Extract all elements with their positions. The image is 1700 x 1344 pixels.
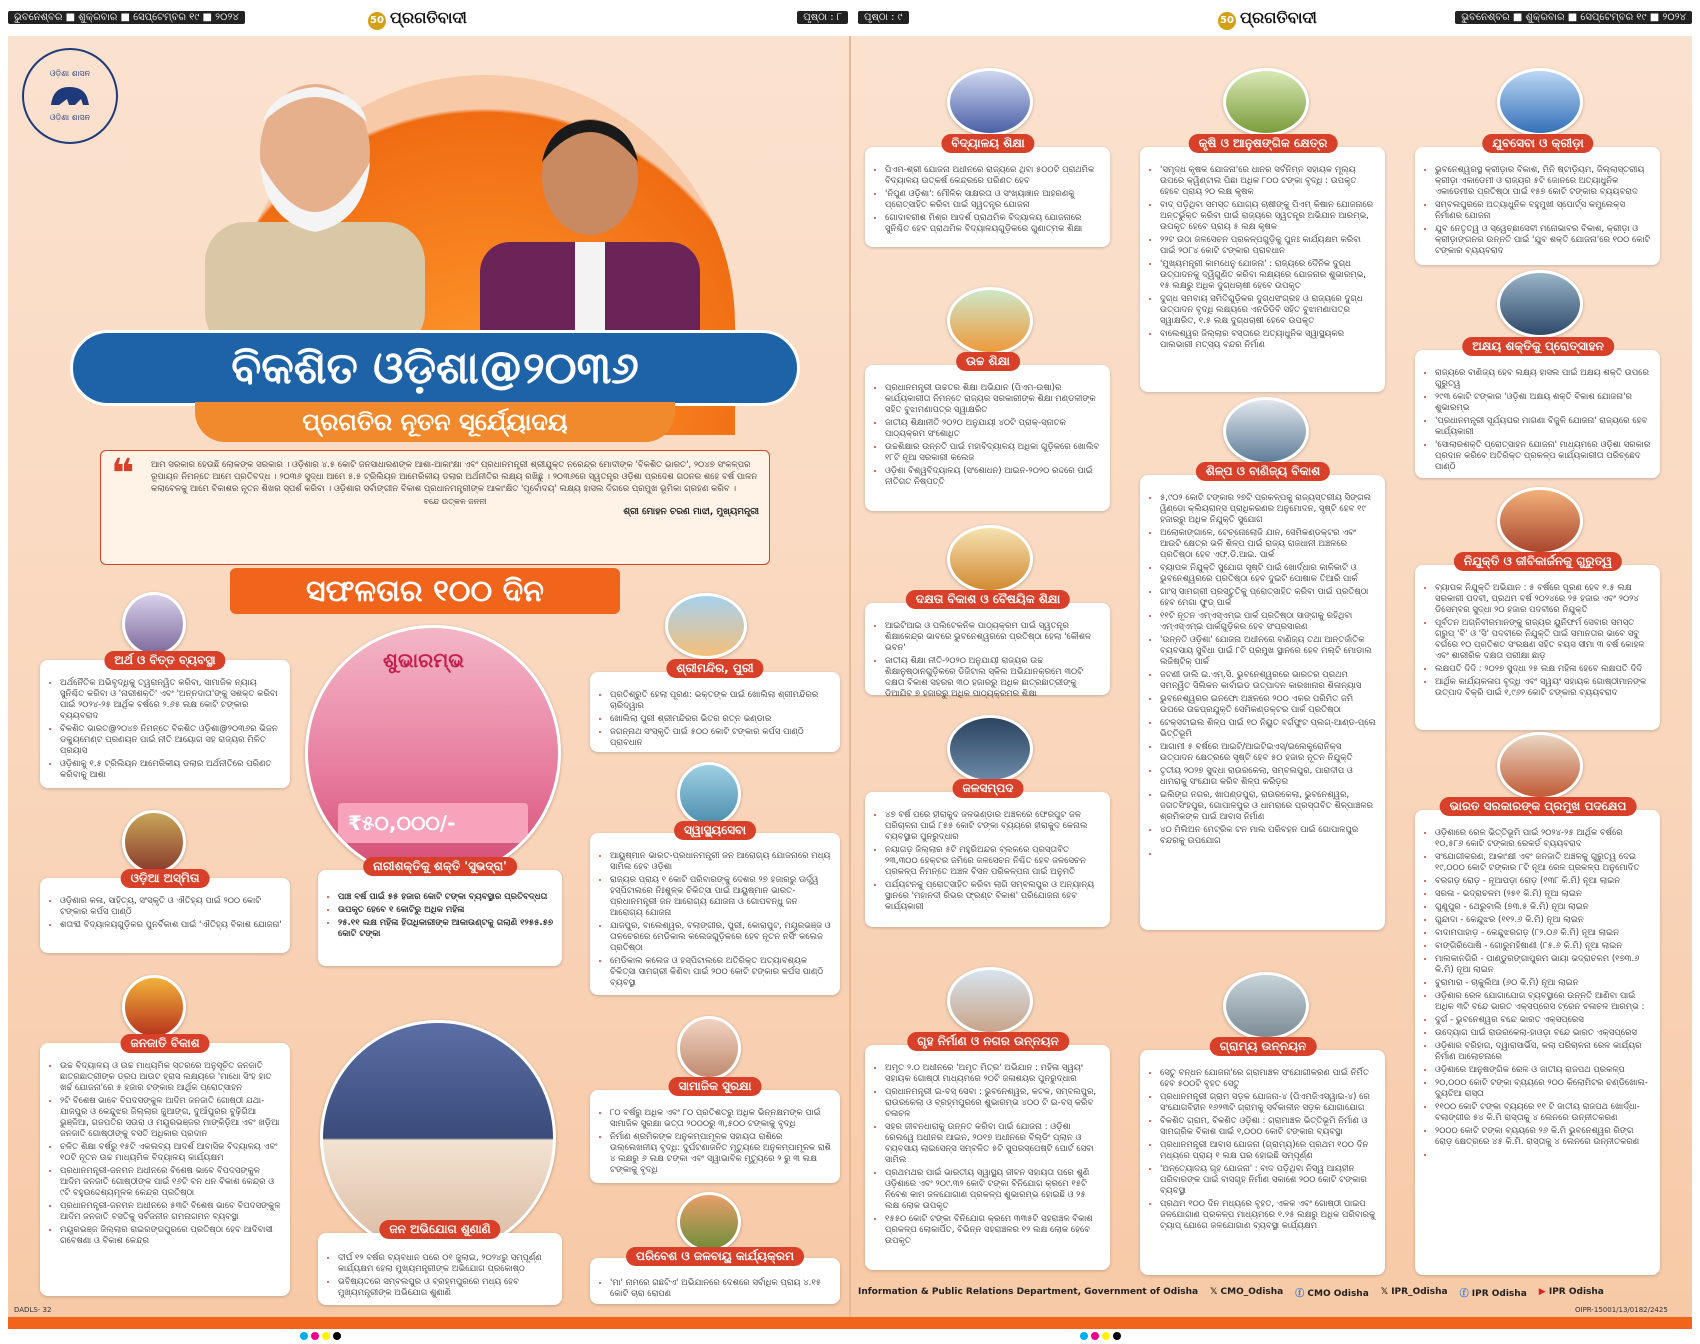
list-item: • 'ପ୍ରଧାନମନ୍ତ୍ରୀ ସୂର୍ଯ୍ୟଘର ମାଗଣା ବିଜୁଳି ଯୋଜନା' ରାଜ୍ୟରେ ହେବ କାର୍ଯ୍ୟକାରୀ xyxy=(1435,416,1652,438)
social-card xyxy=(590,1090,840,1183)
employment-photo xyxy=(1497,487,1583,555)
energy-card xyxy=(1415,350,1660,478)
list-item: • ଗୋଦାବରୀଶ ମିଶ୍ର ଆଦର୍ଶ ପ୍ରାଥମିକ ବିଦ୍ୟାଳୟ ଯୋଜନାରେ ସୁନିଶ୍ଚିତ ହେବ ପ୍ରାଥମିକ ବିଦ୍ୟାଳୟଗୁଡ଼ିକରେ ଗୁଣାତ୍ମକ ଶିକ୍ଷା xyxy=(885,213,1102,235)
list-item: • ଓଡ଼ିଶାର କଳା, ସାହିତ୍ୟ, ସଂସ୍କୃତି ଓ ଐତିହ୍ୟ ପାଇଁ ୨୦୦ କୋଟି ଟଙ୍କାର କର୍ପସ ପାଣ୍ଠି xyxy=(60,896,282,918)
agriculture-heading: କୃଷି ଓ ଆନୁଷଙ୍ଗିକ କ୍ଷେତ୍ର xyxy=(1189,134,1338,153)
list-item: • ଜଗନ୍ନାଥ ସଂସ୍କୃତି ପାଇଁ ୫୦୦ କୋଟି ଟଙ୍କାର କର୍ପସ ପାଣ୍ଠି ପ୍ରାବଧାନ xyxy=(610,727,832,749)
finance-photo xyxy=(122,592,186,656)
list-item: • ପ୍ରଧାନମନ୍ତ୍ରୀ-ଜନମନ ଅଧୀନରେ ବିଶେଷ ଭାବେ ବିପଦସଙ୍କୁଳ ଆଦିମ ଜନଜାତି ଗୋଷ୍ଠୀଙ୍କ ପାଇଁ ୧୬ଟି ବନ ଧନ ବିକାଶ କେନ୍ଦ୍ର ଓ ୯ଟି ବହୁଉଦ୍ଦେଶ୍ୟମୂଳକ କେନ୍ଦ୍ର ପ୍ରତିଷ୍ଠା xyxy=(60,1166,282,1199)
list-item: • ୮୦ ବର୍ଷରୁ ଅଧିକ ଏବଂ ୮୦ ପ୍ରତିଶତରୁ ଅଧିକ ଭିନ୍ନକ୍ଷମଙ୍କ ପାଇଁ ସାମାଜିକ ସୁରକ୍ଷା ଭତ୍ତା ୨୦୦୦ରୁ ୩,୫୦୦ ଟଙ୍କାକୁ ବୃଦ୍ଧି xyxy=(610,1108,832,1130)
list-item: • ଦୁର୍ଗ - ଭୁବନେଶ୍ୱର ବନ୍ଦେ ଭାରତ ଏକ୍ସପ୍ରେସ xyxy=(1435,1015,1652,1026)
top-bar-left xyxy=(8,8,848,30)
list-item: • ବାଲେଶ୍ୱର ଜିଲ୍ଲାର ବସ୍ତାରେ ଅତ୍ୟାଧୁନିକ ସ୍ୱାସ୍ଥ୍ୟକର ପାଲଭାରୀ ମତ୍ସ୍ୟ ବନ୍ଦର ନିର୍ମାଣ xyxy=(1160,329,1377,351)
list-item: • ଉଚ୍ଚ ବିଦ୍ୟାଳୟ ଓ ଉଚ୍ଚ ମାଧ୍ୟମିକ ସ୍ତରରେ ଅନୁସୂଚିତ ଜନଜାତି ଛାତ୍ରଛାତ୍ରୀଙ୍କ ଡ୍ରପ ଆଉଟ ହ୍ରାସ ଲକ୍ଷ୍ୟରେ 'ମାଧୋ ସିଂହ ହାତ ଖର୍ଚ୍ଚ ଯୋଜନା'ରେ ୫ ହଜାର ଟଙ୍କାର ଆର୍ଥିକ ପ୍ରୋତ୍ସାହନ xyxy=(60,1061,282,1094)
health-card xyxy=(590,833,840,995)
page-subtitle: ପ୍ରଗତିର ନୂତନ ସୂର୍ଯ୍ୟୋଦୟ xyxy=(302,408,568,436)
list-item: • ଚଳିତ ଶିକ୍ଷା ବର୍ଷରୁ ୧୫ଟି ଏକଲବ୍ୟ ଆଦର୍ଶ ଆବାସିକ ବିଦ୍ୟାଳୟ ଏବଂ ୧୦ଟି ନୂତନ ଉଚ୍ଚ ମାଧ୍ୟମିକ ବିଦ୍ୟାଳୟ କାର୍ଯ୍ୟକ୍ଷମ xyxy=(60,1142,282,1164)
energy-heading: ଅକ୍ଷୟ ଶକ୍ତିକୁ ପ୍ରୋତ୍ସାହନ xyxy=(1462,337,1614,356)
list-item: • ଜାତୀୟ ଶିକ୍ଷା ନୀତି-୨୦୨୦ ଅନୁଯାୟୀ ରାଜ୍ୟର ଉଚ୍ଚ ଶିକ୍ଷାନୁଷ୍ଠାନଗୁଡ଼ିକରେ ଡିଜିଟାଲ ସ୍କିଲ ଅଭିଯାନକ୍ରମେ ୩୦ଟି ଦକ୍ଷତା ବିକାଶ ସହରର ୩୦ ହଜାରରୁ ଅଧିକ ଛାତ୍ରଛାତ୍ରୀଙ୍କୁ ଡିଆଯିବ ୭ ହଜାରରୁ ଅଧିକ ପାଠ୍ୟକ୍ରମର ଶିକ୍ଷା xyxy=(885,656,1102,700)
cheque-amount: ₹୫୦,୦୦୦/- xyxy=(338,803,528,843)
leader-photo-left xyxy=(175,52,455,352)
subhadra-heading: ନାରୀଶକ୍ତିକୁ ଶକ୍ତି 'ସୁଭଦ୍ରା' xyxy=(363,857,517,876)
odia-asmita-photo xyxy=(122,810,186,874)
list-item: • ଦୁଗ୍ଧ ସମବାୟ ସମିତିଗୁଡ଼ିକର ଦୁଗ୍ଧସଂଗ୍ରହ ଓ ରାଜ୍ୟରେ ଦୁଗ୍ଧ ଉତ୍ପାଦନ ବୃଦ୍ଧି ଲକ୍ଷ୍ୟରେ ଏନଡିଡିବି ସହିତ ବୁଝାମଣାପତ୍ର ସ୍ୱାକ୍ଷରିତ, ୧.୫ ଲକ୍ଷ ଦୁଗ୍ଧଚାଷୀ ହେବେ ଉପକୃତ xyxy=(1160,294,1377,327)
list-item: • ସହର ଜୀବନଧାରାକୁ ଉନ୍ନତ କରିବା ପାଇଁ ଯୋଜନା : ଓଡ଼ିଶା ରେଲୱେ ଅଧୀନର ଆଇନ, ୨୦୧୭ ଅଧୀନରେ ବିଲ୍ଡିଂ ପ୍ଲାନ ଓ ବ୍ୟବସାୟ ଲାଇସେନ୍ସ ସମ୍ବଳିତ ୫ଟି ସୁପରସ୍ପେଷ୍ଟି ପୋର୍ଟ ସେବା ସାମିଲ xyxy=(885,1122,1102,1166)
agriculture-card xyxy=(1140,147,1385,392)
list-item: • ୫,୯୦୨ କୋଟି ଟଙ୍କାର ୨୭ଟି ପ୍ରକଳ୍ପକୁ ରାଜ୍ୟସ୍ତରୀୟ ସିଙ୍ଗଲ ୱିଣ୍ଡୋ କ୍ଲିୟରାନ୍ସ ପ୍ରାଧିକରଣର ଅନୁମୋଦନ, ସୃଷ୍ଟି ହେବ ୧୯ ହଜାରରୁ ଅଧିକ ନିଯୁକ୍ତି ସୁଯୋଗ xyxy=(1160,493,1377,526)
list-item: • ଉଦ୍ୟୋଗ ପାଇଁ ରାଉରକେଲା-ହାଓଡ଼ା ବନ୍ଦେ ଭାରତ ଏକ୍ସପ୍ରେସ xyxy=(1435,1028,1652,1039)
subhadra-banner-text: ଶୁଭାରମ୍ଭ xyxy=(383,648,465,672)
list-item: • ସମ୍ବଲପୁରରେ ଅତ୍ୟାଧୁନିକ ବହୁମୁଖୀ ସ୍ପୋର୍ଟ୍ସ କମ୍ପ୍ଲେକ୍ସ ନିର୍ମାଣର ଯୋଜନା xyxy=(1435,200,1652,222)
list-item: • ଜଟଣୀ ଡାଲି ଇ.ଏମ୍.ସି. ଭୁବନେଶ୍ୱରରେ ଭାରତର ପ୍ରଥମ ସମନ୍ୱିତ ସିଲିକନ କାର୍ବାଇଡ ଉତ୍ପାଦନ କାରଖାନାର ଶିଳାନ୍ୟାସ xyxy=(1160,670,1377,692)
finance-card xyxy=(40,660,290,788)
list-item: • ବିକଶିତ ଭାରତ@୨୦୪୭ ନିମନ୍ତେ ବିକଶିତ ଓଡ଼ିଶା@୨୦୩୬ର ଭିଜନ ଡକ୍ୟୁମେଣ୍ଟ ପ୍ରଣୟନ ପାଇଁ ନୀତି ଆୟୋଗ ସହ ରାଜ୍ୟର ମିଳିତ ପ୍ରୟାସ xyxy=(60,724,282,757)
central-card xyxy=(1415,810,1660,1275)
list-item: • ଆଗାମୀ ୫ ବର୍ଷରେ ଆଇଟି/ଆଇଟିଇଏସ୍/ଇଲେକ୍ଟ୍ରୋନିକ୍ସ ଉତ୍ପାଦନ କ୍ଷେତ୍ରରେ ସୃଷ୍ଟି ହେବ ୫୦ ହଜାର ନୂତନ ନିଯୁକ୍ତି xyxy=(1160,742,1377,764)
date-right: ଭୁବନେଶ୍ବର ■ ଶୁକ୍ରବାର ■ ସେପ୍ଟେମ୍ବର ୧୯ ■ ୨୦୨୪ xyxy=(1455,11,1692,24)
list-item: • ବରଗଡ଼ ରୋଡ଼ - ନୂଆପଡ଼ା ରୋଡ଼ (୧୩୮ କି.ମି) ନୂଆ ଲାଇନ xyxy=(1435,876,1652,887)
list-item: • ୧୧୦୦ କୋଟି ଟଙ୍କା ବ୍ୟୟରେ ୧୧ ଟି ଜାତୀୟ ରାଜପଥ ଖୋର୍ଦ୍ଧା-ବଲାଙ୍ଗୀର ୫୪ କି.ମି ରାସ୍ତାକୁ ୪ ଲେନରେ ଉନ୍ନୀତକରଣ xyxy=(1435,1102,1652,1124)
quote-signature: ଶ୍ରୀ ମୋହନ ଚରଣ ମାଝୀ, ମୁଖ୍ୟମନ୍ତ୍ରୀ xyxy=(623,507,759,517)
skill-heading: ଦକ୍ଷତା ବିକାଶ ଓ ବୈଷୟିକ ଶିକ୍ଷା xyxy=(906,590,1070,609)
date-left: ଭୁବନେଶ୍ବର ■ ଶୁକ୍ରବାର ■ ସେପ୍ଟେମ୍ବର ୧୯ ■ ୨୦୨୪ xyxy=(8,11,245,24)
list-item: • ମାଲକାନଗିରି - ପାଣ୍ଡୁରଙ୍ଗାପୁରମ ଭାୟା ଭଦ୍ରାଚଳମ (୧୭୩.୬ କି.ମି) ନୂଆ ଲାଇନ xyxy=(1435,954,1652,976)
list-item: • ପ୍ରଧାନମନ୍ତ୍ରୀ ଆବାସ ଯୋଜନା (ଗ୍ରାମ୍ୟ)ରେ ପ୍ରଥମ ୧୦୦ ଦିନ ମଧ୍ୟରେ ପ୍ରାୟ ୧ ଲକ୍ଷ ଘର ହୋଇଛି ସମ୍ପୂର୍ଣ୍ଣ xyxy=(1160,1140,1377,1162)
list-item: • ପ୍ରଧାନମନ୍ତ୍ରୀ ଇ-ବସ୍ ସେବା : ଭୁବନେଶ୍ୱର, କଟକ, ସମ୍ବଲପୁର, ରାଉରକେଲା ଓ ବ୍ରହ୍ମପୁରରେ ଶୁଭାରମ୍ଭ ୪୦୦ ଟି ଇ-ବସ୍ କରିବ ଚଳାଚଳ xyxy=(885,1087,1102,1120)
footer-social-4[interactable]: ⓕ IPR Odisha xyxy=(1459,1288,1527,1299)
list-item: • ଭବିଷ୍ୟତରେ ସମ୍ବଲପୁର ଓ ବ୍ରହ୍ମପୁରରେ ମଧ୍ୟ ହେବ ମୁଖ୍ୟମନ୍ତ୍ରୀଙ୍କ ଅଭିଯୋଗ ଶୁଣାଣି xyxy=(338,1277,554,1299)
list-item: • ପ୍ରଧାନମନ୍ତ୍ରୀ-ଜନମନ ଅଧୀନରେ ୫୩ଟି ବିଶେଷ ଭାବେ ବିପଦସଙ୍କୁଳ ଆଦିମ ଜନଜାତି ବସତିକୁ ସର୍ବଜନୀନ ଗମନାଗମନ ବ୍ୟବସ୍ଥା xyxy=(60,1201,282,1223)
page-number-left: ପୃଷ୍ଠା : ୮ xyxy=(797,11,848,24)
higher-edu-heading: ଉଚ୍ଚ ଶିକ୍ଷା xyxy=(956,352,1020,371)
odisha-emblem: ଓଡ଼ିଶା ଶାସନ ଓଡ଼ିଶା ଶାସନ xyxy=(22,48,118,144)
list-item: • ପ୍ରତିଶ୍ରୁତି ହେଲା ପୂରଣ: ଭକ୍ତଙ୍କ ପାଇଁ ଖୋଲିଲା ଶ୍ରୀମନ୍ଦିରର ଚାରିଦ୍ୱାର xyxy=(610,690,832,712)
list-item: • ଓଡ଼ିଶାରେ ଆନୁଷଙ୍ଗିକ ରେଳ ଓ ଜାତୀୟ ରାଜପଥ ପ୍ରକଳ୍ପ xyxy=(1435,1065,1652,1076)
rural-card xyxy=(1140,1050,1385,1275)
list-item: • ସଂଯୋଗୀକରଣ, ଆକାଂକ୍ଷୀ ଏବଂ ଜନଜାତି ଅଞ୍ଚଳକୁ ଗୁରୁତ୍ୱ ଦେଇ ୧୯,୦୦୦ କୋଟି ଟଙ୍କାର ୮ଟି ନୂଆ ରେଳ ପ୍ରକଳ୍ପ ଅନୁମୋଦିତ xyxy=(1435,852,1652,874)
list-item: • ଆଇଟିଆଇ ଓ ପଲିଟେକନିକ ପାଠ୍ୟକ୍ରମ ପାଇଁ ସ୍ୱତନ୍ତ୍ର ଶିକ୍ଷାକେନ୍ଦ୍ର ଭାବରେ ଭୁବନେଶ୍ୱରରେ ପ୍ରତିଷ୍ଠା ହେଲା 'କୌଶଳ ଭବନ' xyxy=(885,621,1102,654)
central-photo xyxy=(1497,732,1583,800)
list-item: • ସେତୁ ବନ୍ଧନ ଯୋଜନା'ରେ ଗ୍ରାମାଞ୍ଚଳ ସଂଯୋଗୀକରଣ ପାଇଁ ନିର୍ମିତ ହେବ ୫୦୦ଟି ବୃହତ ସେତୁ xyxy=(1160,1068,1377,1090)
youth-card xyxy=(1415,147,1660,265)
list-item: • ନିର୍ମାଣ ଶ୍ରମିକଙ୍କ ଅନୁକମ୍ପାମୂଳକ ସହାୟତା ରାଶିରେ ଉଲ୍ଲେଖନୀୟ ବୃଦ୍ଧି: ଦୁର୍ଘଟଣାଜନିତ ମୃତ୍ୟୁରେ ଅନୁକମ୍ପାମୂଳକ ରାଶି ୪ ଲକ୍ଷରୁ ୬ ଲକ୍ଷ ଟଙ୍କା ଏବଂ ସ୍ୱାଭାବିକ ମୃତ୍ୟୁରେ ୨ ରୁ ୩ ଲକ୍ଷ ଟଙ୍କାକୁ ବୃଦ୍ଧି xyxy=(610,1132,832,1176)
list-item: • ପିଏମ-ଶ୍ରୀ ଯୋଜନା ଅଧୀନରେ ରାଜ୍ୟରେ ଥିବା ୫୦୦ଟି ପ୍ରାଥମିକ ବିଦ୍ୟାଳୟ ଉତ୍କର୍ଷ କେନ୍ଦ୍ରରେ ପରିଣତ ହେବ xyxy=(885,165,1102,187)
skill-card xyxy=(865,603,1110,699)
tribal-photo xyxy=(122,975,186,1039)
skill-photo xyxy=(947,525,1033,593)
school-card xyxy=(865,147,1110,247)
list-item: • ଉଚ୍ଚଶିକ୍ଷାର ଉନ୍ନତି ପାଇଁ ମହାବିଦ୍ୟାଳୟ ଅଧିକା ଗୁଡ଼ିକରେ ଖୋଲିବ ୧୮ଟି ନୂଆ ସରକାରୀ କଲେଜ xyxy=(885,442,1102,464)
list-item: • ଯାଜପୁର, ବାଲେଶ୍ୱର, ବଲାଙ୍ଗୀର, ପୁରୀ, କୋରାପୁଟ, ମୟୂରଭଞ୍ଜ ଓ ତାଳଚେରରେ ମେଡିକାଲ କଲେଜଗୁଡ଼ିକରେ ହେବ ନୂତନ ନର୍ସିଂ କଲେଜ ପ୍ରତିଷ୍ଠା xyxy=(610,921,832,954)
srimandir-heading: ଶ୍ରୀମନ୍ଦିର, ପୁରୀ xyxy=(666,659,763,678)
social-heading: ସାମାଜିକ ସୁରକ୍ଷା xyxy=(669,1077,762,1096)
list-item: • ଯୁବ ନେତୃତ୍ୱ ଓ ସ୍ୱେଚ୍ଛାସେବୀ ମନୋଭାବର ବିକାଶ, କ୍ରୀଡ଼ା ଓ କ୍ରୀଡ଼ାଙ୍ଗନର ଉନ୍ନତି ପାଇଁ 'ଯୁବ ଶକ୍ତି ଯୋଜନା'ରେ ୧୦୦ କୋଟି ଟଙ୍କାର ବ୍ୟୟବରାଦ xyxy=(1435,224,1652,257)
list-item: • ୨ଟି ବିଶେଷ ଭାବେ ବିପଦସଙ୍କୁଳ ଆଦିମ ଜନଜାତି ଗୋଷ୍ଠୀ ଯଥା- ଯାଜପୁର ଓ କେନ୍ଦୁଝର ଜିଲ୍ଲାର ଜୁଆଙ୍ଗ, ଦୁଆଁପୁରର ବୁଢ଼ିଗିଆ ଭୁଞ୍ଜିଆ, ଗଜପତିର ସଉରା ଓ ମୟୂରଭଞ୍ଜର ମାଙ୍କିଡ଼ିଆ ଏବଂ ଖଡ଼ିଆ ଜନଜାତି ଗୋଷ୍ଠୀଙ୍କୁ ବସତି ଅଧିକାର ପ୍ରଦାନ xyxy=(60,1096,282,1140)
industry-photo xyxy=(1223,397,1309,465)
list-item xyxy=(1435,1150,1652,1161)
page-title: ବିକଶିତ ଓଡ଼ିଶା@୨୦୩୬ xyxy=(231,342,639,394)
footer-social-1[interactable]: 𝕏 CMO_Odisha xyxy=(1210,1287,1284,1297)
list-item: • ରାଜ୍ୟରେ ବାଣିଜ୍ୟ ହେବ ଲକ୍ଷ୍ୟ ହାସଲ ପାଇଁ ଅକ୍ଷୟ ଶକ୍ତି ଉପରେ ଗୁରୁତ୍ୱ xyxy=(1435,368,1652,390)
list-item: • ପର୍ଯ୍ୟଟନକୁ ପ୍ରୋତ୍ସାହିତ କରିବା ଲାଗି ସମ୍ବଲପୁର ଓ ଅନ୍ୟାନ୍ୟ ସ୍ଥାନରେ 'ମହାନଦୀ ରିଭର ଫ୍ରଣ୍ଟ ବିକାଶ' ପରିଯୋଜନା ହେବ କାର୍ଯ୍ୟକାରୀ xyxy=(885,880,1102,913)
list-item: • 'ସମୃଦ୍ଧ କୃଷକ ଯୋଜନା'ରେ ଧାନର ସର୍ବନିମ୍ନ ସହାୟକ ମୂଲ୍ୟ ଉପରେ କ୍ୱିଣ୍ଟାଲ ପିଛା ଅଧିକ ୮୦୦ ଟଙ୍କା ବୃଦ୍ଧି : ଉପକୃତ ହେବେ ପ୍ରାୟ ୨୦ ଲକ୍ଷ କୃଷକ xyxy=(1160,165,1377,198)
list-item: • ଜାତୀୟ ଶିକ୍ଷାନୀତି ୨୦୨୦ ଅନୁଯାୟୀ ୪୦ଟି ପ୍ରାକ୍-ସ୍ନାତକ ପାଠ୍ୟକ୍ରମ ସଂଶୋଧିତ xyxy=(885,418,1102,440)
finance-list xyxy=(48,678,282,781)
list-item: • ୪୦ ମିଲିଅନ ମେଟ୍ରିକ ଟନ ମାଲ ପରିବହନ ପାଇଁ ଗୋପାଳପୁର ବନ୍ଦରକୁ ଉପଯୋଗ xyxy=(1160,825,1377,847)
footer-social-3[interactable]: 𝕏 IPR_Odisha xyxy=(1380,1287,1448,1297)
leader-photo-right xyxy=(470,92,710,357)
list-item: • 'ମା' ନାମରେ ଗଛଟିଏ' ଅଭିଯାନରେ ଦେଶରେ ସର୍ବାଧିକ ପ୍ରାୟ ୪.୧୫ କୋଟି ଚାରା ରୋପଣ xyxy=(610,1278,832,1300)
srimandir-card xyxy=(590,672,840,752)
footer-social-5[interactable]: ▶ IPR Odisha xyxy=(1538,1287,1604,1297)
health-photo xyxy=(677,762,741,826)
list-item: • 'ମୁଖ୍ୟମନ୍ତ୍ରୀ କାମଧେନୁ ଯୋଜନା' : ରାଜ୍ୟରେ ଦୈନିକ ଦୁଗ୍ଧ ଉତ୍ପାଦନକୁ ଦ୍ୱିଗୁଣିତ କରିବା ଲକ୍ଷ୍ୟରେ ଯୋଜନାର ଶୁଭାରମ୍ଭ, ୧୫ ଲକ୍ଷରୁ ଅଧିକ ଦୁଗ୍ଧଚାଷୀ ହେବେ ଉପକୃତ xyxy=(1160,259,1377,292)
list-item: • ବାଦ୍ ପଡ଼ିଥିବା ସମସ୍ତ ଯୋଗ୍ୟ ଚାଷୀଙ୍କୁ ପିଏମ୍ କିଷାନ ଯୋଜନାରେ ଅନ୍ତର୍ଭୁକ୍ତ କରିବା ପାଇଁ ରାଜ୍ୟରେ ସ୍ୱତନ୍ତ୍ର ଅଭିଯାନ ଆରମ୍ଭ, ଉପକୃତ ହେବେ ପ୍ରାୟ ୫ ଲକ୍ଷ କୃଷକ xyxy=(1160,200,1377,233)
list-item: • ଗୁନ୍ଦାଦା - କେନ୍ଦୁଝର (୧୧୨.୬ କି.ମି) ନୂଆ ଲାଇନ xyxy=(1435,915,1652,926)
page-gutter xyxy=(849,36,851,1328)
central-heading: ଭାରତ ସରକାରଙ୍କ ପ୍ରମୁଖ ପଦକ୍ଷେପ xyxy=(1440,797,1637,816)
footer-bar xyxy=(858,1283,1668,1301)
odia-asmita-card xyxy=(40,878,290,953)
school-photo xyxy=(947,68,1033,136)
grievance-heading: ଜନ ଅଭିଯୋଗ ଶୁଣାଣି xyxy=(379,1220,500,1239)
list-item: • ଅମୃତ ୨.୦ ଅଧୀନରେ 'ଅମୃତ ମିତ୍ର' ଅଭିଯାନ : ମହିଳା ସ୍ୱୟଂ ସହାୟକ ଗୋଷ୍ଠୀ ମାଧ୍ୟମରେ ୨୦ଟି ଜଳାଶୟର ପୁନରୁଦ୍ଧାର xyxy=(885,1063,1102,1085)
list-item: • ବାଙ୍ଗିରିପୋଷି - ଗୋରୁମହିଷାଣୀ (୮୫.୬ କି.ମି) ନୂଆ ଲାଇନ xyxy=(1435,941,1652,952)
footer-social-2[interactable]: ⓕ CMO Odisha xyxy=(1295,1288,1369,1299)
housing-photo xyxy=(947,967,1033,1035)
list-item: • ଗାଂସ୍ ସାମଗ୍ରୀ ପ୍ରସ୍ତୁତିକୁ ପ୍ରୋତ୍ସାହିତ କରିବା ପାଇଁ ପ୍ରତିଷ୍ଠା ହେବ ମେଗା ଫୁଡ୍ ପାର୍କ xyxy=(1160,587,1377,609)
subtitle-banner xyxy=(195,402,675,442)
vande-text: ବନ୍ଦେ ଉତ୍କଳ ଜନନୀ xyxy=(423,497,487,506)
list-item: • ବ୍ୟାପକ ନିଯୁକ୍ତି ଅଭିଯାନ : ୫ ବର୍ଷରେ ପୂରଣ ହେବ ୧.୫ ଲକ୍ଷ ସରକାରୀ ପଦବୀ, ପ୍ରଥମ ବର୍ଷ ୨୦୨୪ରେ ୨୫ ହଜାର ଏବଂ ୨୦୨୪ ଡିସେମ୍ବର ସୁଦ୍ଧା ୨୦ ହଜାର ପଦବୀରେ ନିଯୁକ୍ତି xyxy=(1435,583,1652,616)
list-item xyxy=(1160,849,1377,860)
rural-heading: ଗ୍ରାମ୍ୟ ଉନ୍ନୟନ xyxy=(1210,1037,1317,1056)
higher-edu-photo xyxy=(947,287,1033,355)
list-item: • ୨୦,୦୦୦ କୋଟି ଟଙ୍କା ବ୍ୟୟରେ ୨୦୦ କିଲୋମିଟର ଚଣ୍ଡିଖୋଲ-ଦ୍ୟୁଟିଆ ରାସ୍ତା xyxy=(1435,1078,1652,1100)
x-icon: 𝕏 xyxy=(1380,1287,1389,1297)
list-item: • ପ୍ରଧାନମନ୍ତ୍ରୀ ଗ୍ରାମ ସଡ଼କ ଯୋଜନା-୪ (ପିଏମଜିଏସୱାଇ-୪) ରେ ସଂଯୋଗବିହୀନ ୧୬୨୩ଟି ଗ୍ରାମକୁ ସର୍ବକାଳୀନ ସଡ଼କ ଯୋଗାଯୋଗ xyxy=(1160,1092,1377,1114)
list-item: • ଗୁଣୁପୁର - ଥେରୁବାଲି (୭୩.୫ କି.ମି) ନୂଆ ଲାଇନ xyxy=(1435,902,1652,913)
page-number-right: ପୃଷ୍ଠା : ୯ xyxy=(858,11,909,24)
hundred-days-text: ସଫଳତାର ୧୦୦ ଦିନ xyxy=(306,573,544,609)
list-item: • ଭୁବନେଶ୍ୱରର ଇନଫୋ ଅଞ୍ଚଳରେ ୨୦୦ ଏକର ପରିମିତ ଜମି ଉପରେ ଉଚ୍ଚପ୍ରଯୁକ୍ତି ସେମିକଣ୍ଡକ୍ଟର ପାର୍କ ପ୍ରତିଷ୍ଠା xyxy=(1160,694,1377,716)
list-item: • ଭୁବନେଶ୍ୱରସ୍ଥ କ୍ରୀଡ଼ାର ବିକାଶ, ମିନି ଷ୍ଟାଡ଼ିୟମ, ଜିଲ୍ଲାସ୍ତରୀୟ କ୍ରୀଡ଼ା ଏକାଡେମୀ ଓ ରାଜ୍ୟର ୫ଟି ଜୋନରେ ଅତ୍ୟାଧୁନିକ ଏକାଡେମୀର ପ୍ରତିଷ୍ଠା ପାଇଁ ୧୫୭ କୋଟି ଟଙ୍କାର ବ୍ୟୟବରାଦ xyxy=(1435,165,1652,198)
list-item: • ରାଜ୍ୟର ପ୍ରାୟ ୧ କୋଟି ପରିବାରଙ୍କୁ ଦେଶର ୨୭ ହଜାରରୁ ଊର୍ଦ୍ଧ୍ୱ ହସ୍ପିଟାଲରେ ନିଃଶୁଳ୍କ ଚିକିତ୍ସା ପାଇଁ ଆୟୁଷ୍ମାନ ଭାରତ-ପ୍ରଧାନମନ୍ତ୍ରୀ ଜନ ଆରୋଗ୍ୟ ଯୋଜନା ଓ ଗୋପବନ୍ଧୁ ଜନ ଆରୋଗ୍ୟ ଯୋଜନା xyxy=(610,875,832,919)
health-heading: ସ୍ୱାସ୍ଥ୍ୟସେବା xyxy=(674,821,756,840)
list-item: • ତୃତୀୟ ୨୦୨୭ ସୁଦ୍ଧା ରାଉରକେଲା, ସମ୍ବଲପୁର, ପାରାଦୀପ ଓ ଧାମରାକୁ ସଂଯୋଗ କରିବ ଶିଳ୍ପ କରିଡ଼ର xyxy=(1160,766,1377,788)
list-item: • ଓଡ଼ିଶା ବିଶ୍ୱବିଦ୍ୟାଳୟ (ସଂଶୋଧନ) ଆଇନ-୨୦୨୦ ରଦ୍ଦରେ ପାଇଁ ନୀତିଗତ ନିଷ୍ପତ୍ତି xyxy=(885,466,1102,488)
list-item: • ପାଞ୍ଚ ବର୍ଷ ପାଇଁ ୫୫ ହଜାର କୋଟି ଟଙ୍କା ବ୍ୟବସ୍ଥାର ପ୍ରତିବଦ୍ଧତା xyxy=(338,892,554,903)
housing-heading: ଗୃହ ନିର୍ମାଣ ଓ ନଗର ଉନ୍ନୟନ xyxy=(907,1032,1069,1051)
list-item: • ଖୋଲିଲା ପୁରୀ ଶ୍ରୀମନ୍ଦିରର ଭିତର ରତ୍ନ ଭଣ୍ଡାର xyxy=(610,714,832,725)
list-item: • ଆର୍ଥିକ କାର୍ଯ୍ୟକଳାପ ବୃଦ୍ଧି ଏବଂ ସ୍ୱୟଂ ସହାୟକ ଗୋଷ୍ଠୀମାନଙ୍କ ଉତ୍ପାଦ ବିକ୍ରି ପାଇଁ ୧,୯୬୨ କୋଟି ଟଙ୍କାର ବ୍ୟୟବରାଦ xyxy=(1435,677,1652,699)
youtube-icon: ▶ xyxy=(1538,1287,1546,1297)
list-item: • ଶତାବ୍ଦୀ ବିଦ୍ୟାଳୟଗୁଡ଼ିକର ପୁନର୍ବିକାଶ ପାଇଁ 'ଐତିହ୍ୟ ବିକାଶ ଯୋଜନା' xyxy=(60,920,282,931)
agriculture-photo xyxy=(1223,68,1309,136)
list-item: • ଓଡ଼ିଶାର ବରିହାଗ, ଦ୍ୱାରାସାର୍ଭିସ, କଲା ପରିଚାଳନା ରେଳ କାର୍ଯ୍ୟର ନିର୍ମାଣ ଆଲୋଚନାରେ xyxy=(1435,1041,1652,1063)
list-item: • ବାଦାମପାହାଡ଼ - କେନ୍ଦୁଝରଗଡ଼ (୮୨.୦୬ କି.ମି) ନୂଆ ଲାଇନ xyxy=(1435,928,1652,939)
hundred-days-banner xyxy=(230,568,620,614)
youth-photo xyxy=(1497,68,1583,136)
srimandir-photo xyxy=(665,593,747,659)
masthead-left: 50 ପ୍ରଗତିବାଦୀ xyxy=(368,8,467,30)
elephant-icon xyxy=(47,79,93,113)
list-item: • ପୂର୍ବତନ ଅଗ୍ନିବୀରମାନଙ୍କୁ ରାଜ୍ୟର ୟୁନିଫର୍ମ ସେବାର ସମସ୍ତ ଗ୍ରୁପ୍ 'ବି' ଓ 'ସି' ପଦବୀରେ ନିଯୁକ୍ତି ପାଇଁ ସମାନତାର ଭାବେ ସବୁ ବର୍ଗରେ ୧୦ ପ୍ରତିଶତ ସଂରକ୍ଷଣ ସହିତ ବୟସ ସୀମା ୩ ବର୍ଷ କୋହଳ ଏବଂ ଶାରୀରିକ ଦକ୍ଷତା ପରୀକ୍ଷା ଛାଡ଼ xyxy=(1435,618,1652,662)
list-item: • ଅଲୋକାଙ୍ଗାଳେ, ଟେଚ୍ନୋଲୋଜି ଯାନ, ସେମିକଣ୍ଡକ୍ଟର ଏବଂ ଆଉଟି କ୍ଷେତ୍ର ଭଳି ଶିଳ୍ପ ପାଇଁ ରାଜ୍ୟ ରାଜଧାନୀ ଅଞ୍ଚଳରେ ପ୍ରତିଷ୍ଠା ହେବ ଏଫ୍.ଡି.ଆଇ. ପାର୍କ xyxy=(1160,528,1377,561)
subhadra-card xyxy=(318,870,562,966)
list-item: • 'ସୋଲାରଶକ୍ତି ପ୍ରୋତ୍ସାହନ ଯୋଜନା' ମାଧ୍ୟମରେ ଓଡ଼ିଶା ସରକାର ପ୍ରଦାନ କରିବେ ଅତିରିକ୍ତ ପ୍ରକଳ୍ପ କାର୍ଯ୍ୟକାରୀତା ପରିଚ୍ଛେଦ ପାଣ୍ଠି xyxy=(1435,440,1652,473)
title-banner xyxy=(70,330,800,406)
cm-quote-box xyxy=(100,450,770,565)
list-item: • ପ୍ରଥମ ୧୦୦ ଦିନ ମଧ୍ୟରେ ବୃହତ, ଏକକ ଏବଂ ଗୋଷ୍ଠୀ ପାଇପ ଜଳଯୋଗାଣ ପ୍ରକଳ୍ପ ମାଧ୍ୟମରେ ୧.୨୫ ଲକ୍ଷରୁ ଅଧିକ ପରିବାରକୁ ଟ୍ୟାପ୍ ଯୋଗେ ଜଳଯୋଗାଣ ବ୍ୟବସ୍ଥା କାର୍ଯ୍ୟକ୍ଷମ xyxy=(1160,1199,1377,1232)
water-card xyxy=(865,792,1110,927)
list-item: • ପ୍ରଥମଥର ପାଇଁ ଭାରତୀୟ ସ୍ୱାସ୍ଥ୍ୟ ଜୀବନ ସହାୟତା ପରେ ଶୁଣି ଓଡ଼ିଶାରେ ଏବଂ ୨୦୯.୩୨ କୋଟି ଟଙ୍କା ବିନିଯୋଗ କ୍ରମେ ୧୫ଟି ନିବେଶ କାମ ଜଳଯୋଗାଣ ପ୍ରକଳ୍ପ ଶୁଭାରମ୍ଭ ହୋଇଛି ଓ ୨୫ ଲକ୍ଷ ଲୋକ ଉପକୃତ xyxy=(885,1168,1102,1212)
list-item: • ମୟୂରଭଞ୍ଜ ଜିଲ୍ଲାର ରାଇରଙ୍ଗପୁରରେ ପ୍ରତିଷ୍ଠା ହେବ ଆଦିବାସୀ ଗବେଷଣା ଓ ବିକାଶ କେନ୍ଦ୍ର xyxy=(60,1225,282,1247)
ad-code-left: DADLS- 32 xyxy=(14,1306,52,1314)
list-item: • ୨୯୩ କୋଟି ଟଙ୍କାର 'ଓଡ଼ିଶା ଅକ୍ଷୟ ଶକ୍ତି ବିକାଶ ଯୋଜନା'ର ଶୁଭାରମ୍ଭ xyxy=(1435,392,1652,414)
industry-heading: ଶିଳ୍ପ ଓ ବାଣିଜ୍ୟ ବିକାଶ xyxy=(1196,462,1330,481)
list-item: • ବୁରାମାରା - ଚାକୁଲିଆ (୬୦ କି.ମି) ନୂଆ ଲାଇନ xyxy=(1435,978,1652,989)
water-heading: ଜଳସମ୍ପଦ xyxy=(953,779,1024,798)
list-item: • ପ୍ରଧାନମନ୍ତ୍ରୀ ଉଚ୍ଚତର ଶିକ୍ଷା ଅଭିଯାନ (ପିଏମ-ଉଷା)ର କାର୍ଯ୍ୟକାରୀତା ନିମନ୍ତେ ରାଜ୍ୟର ସରକାରୀଙ୍କ ଶିକ୍ଷା ମଣ୍ଡଳୀଙ୍କ ସହିତ ବୁଝାମଣାପତ୍ର ସ୍ୱାକ୍ଷରିତ xyxy=(885,383,1102,416)
youth-heading: ଯୁବସେବା ଓ କ୍ରୀଡ଼ା xyxy=(1482,134,1593,153)
list-item: • 'ଅନ୍ତ୍ୟୋଦୟ ଗୃହ ଯୋଜନା' : ବାଦ ପଡ଼ିଥିବା ନିସ୍ୱ ଆୟହୀନ ପରିବାରଙ୍କ ପାଇଁ ବାସଗୃହ ନିର୍ମାଣ ସକାଶେ ୨୦୦ କୋଟି ଟଙ୍କାର ବ୍ୟବସ୍ଥା xyxy=(1160,1164,1377,1197)
masthead-right: 50 ପ୍ରଗତିବାଦୀ xyxy=(1218,8,1317,30)
environment-heading: ପରିବେଶ ଓ ଜଳବାୟୁ କାର୍ଯ୍ୟକ୍ରମ xyxy=(626,1247,804,1266)
grievance-card xyxy=(318,1233,562,1305)
list-item: • ୨୦୦୦ କୋଟି ଟଙ୍କା ବ୍ୟୟରେ ୨୬ କି.ମି ଭୁବନେଶ୍ୱର ରିଙ୍ଗ ରୋଡ଼ କ୍ଷେତ୍ରରେ ୪୫ କି.ମି. ରାସ୍ତାକୁ ୪ ଲେନରେ ଉନ୍ନୀତକରଣ xyxy=(1435,1126,1652,1148)
print-marks-right xyxy=(1080,1325,1124,1333)
list-item: • ଇଲିଙ୍ଗ ନଗର, ଖାପଣ୍ଡପୁରା, ରାଉରକେଲା, ଭୁବନେଶ୍ୱର, ଜଗତସିଂହପୁର, ଗୋପାଳପୁର ଓ ଧାମରାରେ ପ୍ରସ୍ତାବିତ ଶିଳ୍ପାଞ୍ଚଳର ଶ୍ରମିକଙ୍କ ପାଇଁ ଆବାସ ନିର୍ମାଣ xyxy=(1160,790,1377,823)
print-marks-left xyxy=(300,1325,344,1333)
top-bar-right xyxy=(858,8,1692,30)
odia-asmita-heading: ଓଡ଼ିଆ ଅସ୍ମିତା xyxy=(121,869,210,888)
list-item: • ବ୍ୟାପକ ନିଯୁକ୍ତି ସୁଯୋଗ ସୃଷ୍ଟି ପାଇଁ ଖୋର୍ଦ୍ଧାର କାଳିକାଟି ଓ ଭୁବନେଶ୍ୱରରେ ପ୍ରତିଷ୍ଠା ହେବ ଦୁଇଟି ପୋଷାକ ତିଆରି ପାର୍କ xyxy=(1160,563,1377,585)
list-item: • ଓଡ଼ିଶାକୁ ୧.୫ ଟ୍ରିଲିୟନ ଆମେରିକୀୟ ଡଲାର ଅର୍ଥନୀତିରେ ପରିଣତ କରିବାକୁ ଆଶା xyxy=(60,759,282,781)
list-item: • ସରଳା - ଭଦ୍ରାଚଳମ (୨୫୧ କି.ମି) ନୂଆ ଲାଇନ xyxy=(1435,889,1652,900)
list-item: • ୪୭ ବର୍ଷ ପରେ ହୀରାକୁଦ ଜଳଭଣ୍ଡାର ଅଞ୍ଚଳରେ ଫେରପୁଟ ଜଳ ପରିଚାଳନା ପାଇଁ ୮୫୫ କୋଟି ଟଙ୍କା ବ୍ୟୟରେ ହୀରାକୁଦ କେନାଲ ବ୍ୟବସ୍ଥାର ପୁନରୁଦ୍ଧାର xyxy=(885,810,1102,843)
school-heading: ବିଦ୍ୟାଳୟ ଶିକ୍ଷା xyxy=(941,134,1034,153)
ad-code-right: OIPR-15001/13/0182/2425 xyxy=(1575,1306,1668,1314)
list-item: • ନୟାଗଡ଼ ଜିଲ୍ଲାର ୫ଟି ମହୁରିଅନ୍ଦର ବ୍ଲକରେ ପ୍ରସ୍ତାବିତ ୨୩,୩୦୦ ହେକ୍ଟର ଜମିରେ ଜଳସେଚନ ନିଶ୍ଚିତ ହେବ ଜଳସେଚନ ପ୍ରକଳ୍ପ ନିମନ୍ତେ ଅଞ୍ଚଳ ବିସନ ପରିକଳ୍ପନା ପାଇଁ ଅନୁମତି xyxy=(885,845,1102,878)
list-item: • 'ଉନ୍ନତି ଓଡ଼ିଶା' ଯୋଜନା ଅଧୀନରେ ବାଣିଜ୍ୟ ତଥା ଆନ୍ତର୍ଜାତିକ ବ୍ୟବସାୟ ସୁବିଧା ପାଇଁ ୮ଟି ପ୍ରମୁଖ ସ୍ଥାନରେ ହେବ ମଲ୍ଟି ମୋଡାଲ ଲଜିଷ୍ଟିକ୍ ପାର୍କ xyxy=(1160,635,1377,668)
list-item: • ୧୫୫୦ କୋଟି ଟଙ୍କା ବିନିଯୋଗ କ୍ରମେ ୩୩୫ଟି ସହରାଞ୍ଚଳ ବିକାଶ ପ୍ରକଳ୍ପ ଲୋକାର୍ପିତ, ବିଭିନ୍ନ ସହରାଞ୍ଚଳର ୧୨ ଲକ୍ଷ ଲୋକ ହେବେ ଉପକୃତ xyxy=(885,1214,1102,1247)
environment-photo xyxy=(677,1192,741,1252)
footer-stripe xyxy=(8,1317,1692,1329)
employment-heading: ନିଯୁକ୍ତି ଓ ଜୀବିକାର୍ଜନକୁ ଗୁରୁତ୍ୱ xyxy=(1454,552,1622,571)
list-item: • ଉପକୃତ ହେବେ ୧ କୋଟିରୁ ଅଧିକ ମହିଳା xyxy=(338,905,554,916)
facebook-icon: ⓕ xyxy=(1295,1288,1305,1299)
quote-text: ଆମ ସରକାର ହେଉଛି ଲୋକଙ୍କ ସରକାର । ଓଡ଼ିଶାର ୪.୫ କୋଟି ଜନସାଧାରଣଙ୍କ ଆଶା-ଆକାଂକ୍ଷା ଏବଂ ପ୍ରଧାନମନ୍ତ୍ରୀ ଶ୍ରୀଯୁକ୍ତ ନରେନ୍ଦ୍ର ମୋଦୀଙ୍କ 'ବିକଶିତ ଭାରତ', ୨୦୪୭ ସଂକଳ୍ପର ରୂପାୟନ ନିମନ୍ତେ ଆମେ ପ୍ରତିବଦ୍ଧ । ୨୦୩୬ ସୁଦ୍ଧା ଆମେ ୫.୫ ଟ୍ରିଲିୟନ ଆମେରିକୀୟ ଡଲାର ଅର୍ଥନୀତିର ଲକ୍ଷ୍ୟ ରଖିଛୁ । ୨୦୩୬ରେ ସ୍ୱତନ୍ତ୍ର ଓଡ଼ିଶା ପ୍ରଦେଶ ଗଠନର ଶହେ ବର୍ଷ ପାଳନ କଲାବେଳକୁ ଆମେ ବିକାଶର ନୂତନ ଶିଖର ସ୍ପର୍ଶ କରିବା । ଓଡ଼ିଶାର ସର୍ବାଙ୍ଗୀନ ବିକାଶ ପ୍ରଧାନମନ୍ତ୍ରୀଙ୍କ ଆକାଂକ୍ଷିତ 'ପୂର୍ବୋଦୟ' ଲକ୍ଷ୍ୟ ହାସଲ ଦିଗରେ ପ୍ରମୁଖ ଭୂମିକା ଗ୍ରହଣ କରିବ । xyxy=(151,460,758,494)
list-item: • ବିକଶିତ ଗ୍ରାମ, ବିକଶିତ ଓଡ଼ିଶା : ଗ୍ରାମାଞ୍ଚଳ ଭିତ୍ତିଭୂମି ନିର୍ମାଣ ଓ ସାମଗ୍ରିକ ବିକାଶ ପାଇଁ ୧,୦୦୦ କୋଟି ଟଙ୍କାର ବ୍ୟବସ୍ଥା xyxy=(1160,1116,1377,1138)
industry-card xyxy=(1140,475,1385,930)
social-photo xyxy=(677,1016,741,1080)
subhadra-photo xyxy=(305,625,561,881)
footer-department: Information & Public Relations Department, Government of Odisha xyxy=(858,1287,1199,1297)
list-item: • ଅର୍ଥନୈତିକ ଅଭିବୃଦ୍ଧିକୁ ତ୍ୱରାନ୍ୱିତ କରିବା, ସାମାଜିକ ନ୍ୟାୟ ସୁନିଶ୍ଚିତ କରିବା ଓ 'ନାରୀଶକ୍ତି' ଏବଂ 'ଅନ୍ନଦାତା'ଙ୍କୁ ସଶକ୍ତ କରିବା ପାଇଁ ୨୦୨୪-୨୫ ଆର୍ଥିକ ବର୍ଷରେ ୨.୬୫ ଲକ୍ଷ କୋଟି ଟଙ୍କାର ବ୍ୟୟବରାଦ xyxy=(60,678,282,722)
list-item: • ଦୀର୍ଘ ୧୨ ବର୍ଷର ବ୍ୟବଧାନ ପରେ ୦୧ ଜୁଲାଇ, ୨୦୨୪ରୁ ସମ୍ପୂର୍ଣ୍ଣ କାର୍ଯ୍ୟକ୍ଷମ ହେଲା ମୁଖ୍ୟମନ୍ତ୍ରୀଙ୍କ ଅଭିଯୋଗ ପ୍ରକୋଷ୍ଠ xyxy=(338,1253,554,1275)
list-item: • ଆୟୁଷ୍ମାନ ଭାରତ-ପ୍ରଧାନମନ୍ତ୍ରୀ ଜନ ଆରୋଗ୍ୟ ଯୋଜନାରେ ମଧ୍ୟ ସାମିଲ ହେବ ଓଡ଼ିଶା xyxy=(610,851,832,873)
list-item: • ୨୫.୧୧ ଲକ୍ଷ ମହିଳା ହିତାଧିକାରୀଙ୍କ ଆକାଉଣ୍ଟକୁ ଗଲାଣି ୧୨୫୫.୫୭ କୋଟି ଟଙ୍କା xyxy=(338,918,554,940)
water-photo xyxy=(947,715,1033,783)
higher-edu-card xyxy=(865,365,1110,511)
housing-card xyxy=(865,1045,1110,1270)
list-item: • ଟେକ୍ସଟାଇଲ ଶିଳ୍ପ ପାଇଁ ୧୦ ନିୟୁତ ବର୍ଗଫୁଟ ପ୍ଲଗ୍-ଆଣ୍ଡ-ପ୍ଲେ ଭିତ୍ତିଭୂମି xyxy=(1160,718,1377,740)
list-item: • ମେଡିକାଲ କଲେଜ ଓ ହସ୍ପିଟାଲରେ ଅତିରିକ୍ତ ଅତ୍ୟାବଶ୍ୟକ ଚିକିତ୍ସା ସାମଗ୍ରୀ କିଣିବା ପାଇଁ ୨୦୦ କୋଟି ଟଙ୍କାର କର୍ପସ ପାଣ୍ଠି ବ୍ୟବସ୍ଥା xyxy=(610,956,832,989)
list-item: • ୨୨ଟ ଉଠା ଜଳସେଚନ ପ୍ରକଳ୍ପଗୁଡ଼ିକୁ ପୁନଃ କାର୍ଯ୍ୟକ୍ଷମ କରିବା ପାଇଁ ୨୦୮୪ କୋଟି ଟଙ୍କାର ପ୍ରାବଧାନ xyxy=(1160,235,1377,257)
list-item: • 'ନିପୁଣ ଓଡ଼ିଶା': ମୌଳିକ ସାକ୍ଷରତା ଓ ସଂଖ୍ୟାଜ୍ଞାନ ଆହରଣକୁ ପ୍ରୋତ୍ସାହିତ କରିବା ପାଇଁ ସ୍ୱତନ୍ତ୍ର ଯୋଜନା xyxy=(885,189,1102,211)
list-item: • ୧୧ଟି ନୂତନ ଏମ୍‌ଏସ୍‌ଏମ୍‌ଇ ପାର୍କ ପ୍ରତିଷ୍ଠା ସାଙ୍ଗକୁ ରହିଥିବା ଏମ୍‌ଏସ୍‌ଏମ୍‌ଇ ପାର୍କଗୁଡ଼ିକର ହେବ ସଂପ୍ରସାରଣ xyxy=(1160,611,1377,633)
facebook-icon: ⓕ xyxy=(1459,1288,1469,1299)
list-item: • ଲକ୍ଷପତି ଦିଦି : ୨୦୨୭ ସୁଦ୍ଧା ୨୫ ଲକ୍ଷ ମହିଳା ହେବେ ଲକ୍ଷପତି ଦିଦି xyxy=(1435,664,1652,675)
list-item: • ଓଡ଼ିଶାରେ ରେଳ ଭିତ୍ତିଭୂମି ପାଇଁ ୨୦୨୪-୨୫ ଆର୍ଥିକ ବର୍ଷରେ ୧୦,୫୮୬ କୋଟି ଟଙ୍କାର ରେକର୍ଡ ବ୍ୟୟବରାଦ xyxy=(1435,828,1652,850)
finance-heading: ଅର୍ଥ ଓ ବିତ୍ତ ବ୍ୟବସ୍ଥା xyxy=(104,651,225,670)
list-item: • ଓଡ଼ିଶାର ରେଳ ଯୋଗାଯୋଗ ବ୍ୟବସ୍ଥାରେ ଉନ୍ନତି ଆଣିବା ପାଇଁ ଅଧିକ ୩ଟି ବନ୍ଦେ ଭାରତ ଏକ୍ସପ୍ରେସ ଟ୍ରେନ ଚଳାଚଳ ଆରମ୍ଭ : xyxy=(1435,991,1652,1013)
rural-photo xyxy=(1223,972,1309,1040)
employment-card xyxy=(1415,565,1660,730)
energy-photo xyxy=(1497,270,1583,338)
tribal-card xyxy=(40,1043,290,1296)
open-quote-icon: ❝ xyxy=(111,451,135,497)
x-icon: 𝕏 xyxy=(1210,1287,1218,1297)
tribal-heading: ଜନଜାତି ବିକାଶ xyxy=(120,1034,209,1053)
